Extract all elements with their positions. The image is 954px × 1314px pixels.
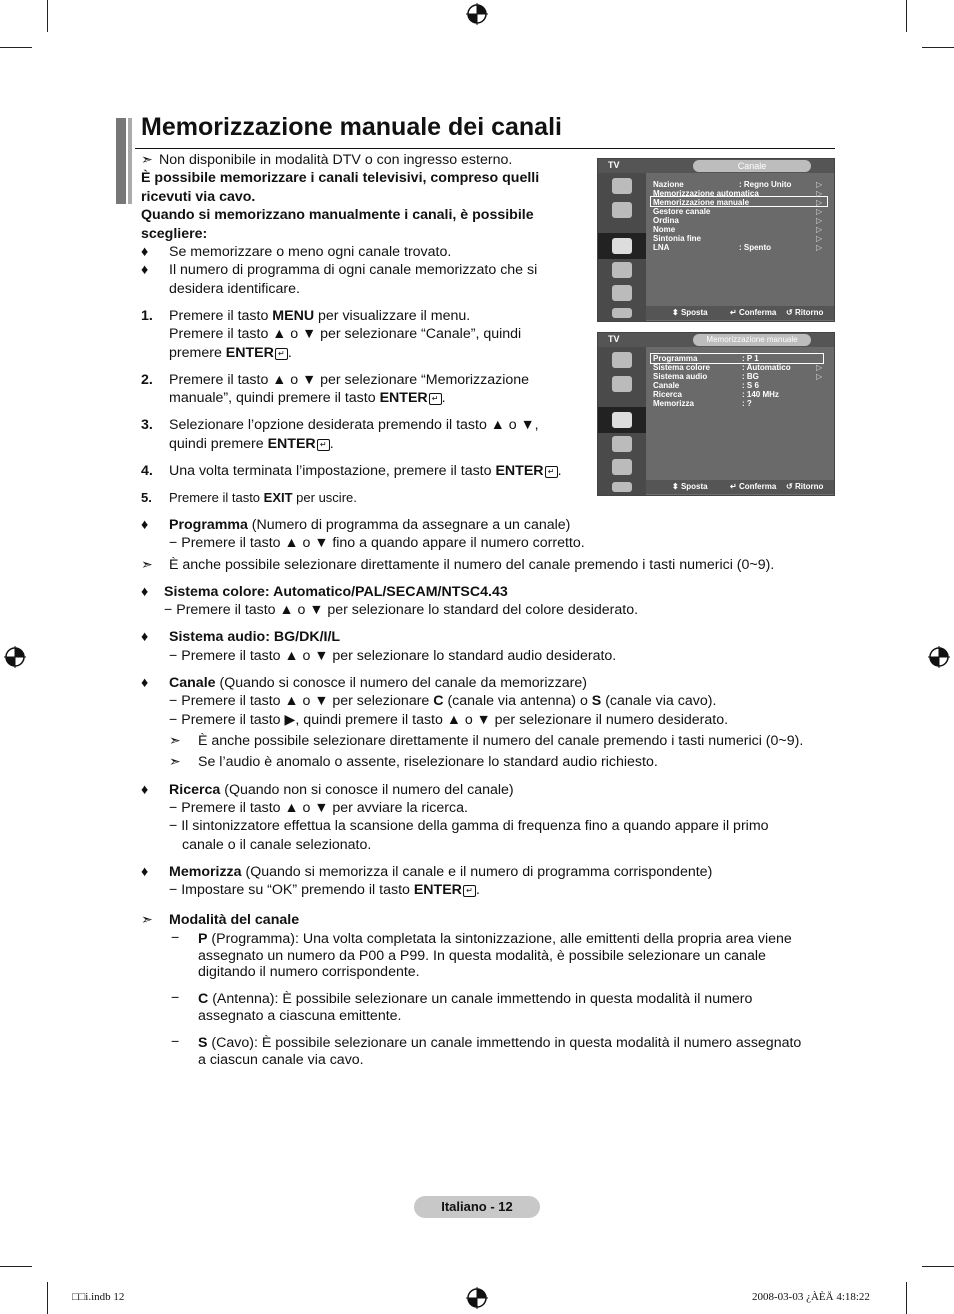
page-title: Memorizzazione manuale dei canali bbox=[141, 113, 562, 141]
osd-return-hint: ↺ Ritorno bbox=[786, 482, 824, 491]
option-programma: Programma (Numero di programma da assegnare a un canale) bbox=[169, 517, 571, 533]
step-text: Selezionare l’opzione desiderata premendo il tasto ▲ o ▼, bbox=[169, 417, 539, 433]
enter-icon: ↵ bbox=[275, 348, 288, 360]
osd-item[interactable]: Memorizzazione automatica bbox=[653, 189, 759, 198]
osd-channel-icon bbox=[612, 412, 632, 428]
osd-item[interactable]: Ordina bbox=[653, 216, 679, 225]
osd-item-selected[interactable]: Memorizzazione manuale bbox=[653, 198, 750, 207]
option-line: − Impostare su “OK” premendo il tasto ENTER ↵ . bbox=[169, 882, 480, 898]
dash: − bbox=[171, 990, 180, 1006]
bullet-symbol: ♦ bbox=[141, 629, 149, 645]
osd-sidebar bbox=[598, 347, 646, 495]
osd-menu-canale bbox=[597, 158, 835, 322]
osd-item[interactable]: LNA : Spento bbox=[653, 243, 771, 252]
option-line: − Premere il tasto ▲ o ▼ per avviare la ricerca. bbox=[169, 800, 468, 816]
option-sistema-audio: Sistema audio: BG/DK/I/L bbox=[169, 629, 341, 645]
osd-arrow-icon: ▷ bbox=[816, 180, 823, 189]
option-note: ➣ È anche possibile selezionare direttamente il numero del canale premendo i tasti numerici (0~9). bbox=[169, 733, 804, 749]
osd-setup-icon bbox=[612, 436, 632, 452]
osd-item[interactable]: Sintonia fine bbox=[653, 234, 701, 243]
crop-mark bbox=[0, 47, 32, 48]
osd-setup-icon bbox=[612, 262, 632, 278]
osd-channel-icon bbox=[612, 238, 632, 254]
intro-bold: Quando si memorizzano manualmente i canali, è possibile bbox=[141, 207, 534, 223]
option-line: − Premere il tasto ▲ o ▼ per selezionare lo standard audio desiderato. bbox=[169, 648, 617, 664]
osd-list bbox=[646, 347, 834, 481]
option-line: canale o il canale selezionato. bbox=[182, 837, 372, 853]
registration-mark-icon bbox=[466, 1287, 488, 1309]
osd-arrow-icon: ▷ bbox=[816, 198, 823, 207]
option-canale: Canale (Quando si conosce il numero del canale da memorizzare) bbox=[169, 675, 587, 691]
osd-sound-icon bbox=[612, 202, 632, 218]
enter-icon: ↵ bbox=[429, 393, 442, 405]
option-sistema-colore: Sistema colore: Automatico/PAL/SECAM/NTSC4.43 bbox=[164, 584, 508, 600]
osd-tv-label: TV bbox=[608, 160, 620, 170]
option-line: − Il sintonizzatore effettua la scansione della gamma di frequenza fino a quando appare il primo bbox=[169, 818, 769, 834]
note-arrow-icon: ➣ bbox=[141, 912, 153, 928]
mode-s: a ciascun canale via cavo. bbox=[198, 1052, 364, 1068]
bullet-symbol: ♦ bbox=[141, 864, 149, 880]
intro-bullet: Il numero di programma di ogni canale memorizzato che si bbox=[169, 262, 538, 278]
mode-s: S (Cavo): È possibile selezionare un canale immettendo in questa modalità il numero assegnato bbox=[198, 1035, 802, 1051]
osd-arrow-icon: ▷ bbox=[816, 225, 823, 234]
osd-arrow-icon: ▷ bbox=[816, 363, 823, 372]
osd-input-icon bbox=[612, 285, 632, 301]
osd-arrow-icon: ▷ bbox=[816, 216, 823, 225]
page-number-badge: Italiano - 12 bbox=[414, 1196, 540, 1218]
osd-arrow-icon: ▷ bbox=[816, 372, 823, 381]
option-ricerca: Ricerca (Quando non si conosce il numero del canale) bbox=[169, 782, 514, 798]
osd-sound-icon bbox=[612, 376, 632, 392]
step-number: 2. bbox=[141, 372, 153, 388]
mode-note-icon bbox=[141, 911, 159, 929]
bullet-symbol: ♦ bbox=[141, 782, 149, 798]
registration-mark-icon bbox=[928, 646, 950, 668]
osd-item[interactable]: Gestore canale bbox=[653, 207, 711, 216]
osd-confirm-hint: ↵ Conferma bbox=[730, 482, 777, 491]
step-number: 1. bbox=[141, 308, 153, 324]
osd-tab: Canale bbox=[693, 160, 811, 172]
option-line: − Premere il tasto ▲ o ▼ fino a quando appare il numero corretto. bbox=[169, 535, 585, 551]
osd-item[interactable]: Nazione : Regno Unito bbox=[653, 180, 792, 189]
crop-mark bbox=[0, 1266, 32, 1267]
note-arrow-icon: ➣ bbox=[141, 557, 153, 573]
osd-item[interactable]: Canale : S 6 bbox=[653, 381, 759, 390]
bullet-symbol: ♦ bbox=[141, 262, 149, 278]
slug-left: □□i.indb 12 bbox=[72, 1291, 125, 1303]
mode-c: C (Antenna): È possibile selezionare un canale immettendo in questa modalità il numero bbox=[198, 991, 753, 1007]
mode-p: P (Programma): Una volta completata la sintonizzazione, alle emittenti della propria area viene bbox=[198, 931, 792, 947]
step-number: 3. bbox=[141, 417, 153, 433]
osd-footer bbox=[646, 306, 834, 320]
note-arrow-icon: ➣ bbox=[169, 754, 181, 770]
mode-p: digitando il numero corrispondente. bbox=[198, 964, 420, 980]
option-memorizza: Memorizza (Quando si memorizza il canale e il numero di programma corrispondente) bbox=[169, 864, 713, 880]
registration-mark-icon bbox=[4, 646, 26, 668]
osd-item[interactable]: Memorizza : ? bbox=[653, 399, 752, 408]
step-text: manuale”, quindi premere il tasto ENTER ↵ . bbox=[169, 390, 446, 406]
note-arrow-icon: ➣ bbox=[169, 733, 181, 749]
osd-arrow-icon: ▷ bbox=[816, 243, 823, 252]
step-text: Premere il tasto EXIT per uscire. bbox=[169, 490, 357, 505]
osd-return-hint: ↺ Ritorno bbox=[786, 308, 824, 317]
intro-note: ➣ Non disponibile in modalità DTV o con ingresso esterno. bbox=[141, 152, 513, 168]
enter-icon: ↵ bbox=[545, 466, 558, 478]
osd-input-icon bbox=[612, 459, 632, 475]
osd-arrow-icon: ▷ bbox=[816, 234, 823, 243]
step-number: 4. bbox=[141, 463, 153, 479]
title-accent-bar bbox=[116, 118, 126, 204]
mode-p: assegnato un numero da P00 a P99. In questa modalità, è possibile selezionare un canale bbox=[198, 948, 766, 964]
crop-mark bbox=[922, 1266, 954, 1267]
osd-menu-memorizzazione-manuale bbox=[597, 332, 835, 496]
osd-picture-icon bbox=[612, 178, 632, 194]
crop-mark bbox=[47, 1282, 48, 1314]
osd-item[interactable]: Sistema audio : BG bbox=[653, 372, 759, 381]
option-note: ➣ È anche possibile selezionare direttamente il numero del canale premendo i tasti numerici (0~9). bbox=[141, 557, 775, 573]
crop-mark bbox=[906, 1282, 907, 1314]
osd-item-selected[interactable]: Programma : P 1 bbox=[653, 354, 759, 363]
enter-icon: ↵ bbox=[317, 439, 330, 451]
option-line: − Premere il tasto ▲ o ▼ per selezionare lo standard del colore desiderato. bbox=[164, 602, 639, 618]
option-line: − Premere il tasto ▲ o ▼ per selezionare C (canale via antenna) o S (canale via cavo). bbox=[169, 693, 717, 709]
osd-list bbox=[646, 173, 834, 307]
intro-bullet: Se memorizzare o meno ogni canale trovato. bbox=[169, 244, 452, 260]
osd-application-icon bbox=[612, 308, 632, 318]
note-arrow-icon: ➣ bbox=[141, 152, 153, 168]
enter-icon: ↵ bbox=[463, 885, 476, 897]
mode-heading: Modalità del canale bbox=[169, 912, 300, 928]
intro-bold: scegliere: bbox=[141, 226, 208, 242]
step-text: premere ENTER ↵ . bbox=[169, 345, 292, 361]
osd-sidebar bbox=[598, 173, 646, 321]
osd-item[interactable]: Nome bbox=[653, 225, 676, 234]
title-rule bbox=[135, 148, 835, 149]
osd-tv-label: TV bbox=[608, 334, 620, 344]
osd-picture-icon bbox=[612, 352, 632, 368]
osd-arrow-icon: ▷ bbox=[816, 189, 823, 198]
mode-c: assegnato a ciascuna emittente. bbox=[198, 1008, 402, 1024]
intro-bold: ricevuti via cavo. bbox=[141, 189, 256, 205]
slug-right: 2008-03-03 ¿ÀÈÄ 4:18:22 bbox=[752, 1291, 870, 1303]
crop-mark bbox=[906, 0, 907, 32]
bullet-symbol: ♦ bbox=[141, 517, 149, 533]
step-number: 5. bbox=[141, 490, 152, 505]
option-line: − Premere il tasto ▶, quindi premere il tasto ▲ o ▼ per selezionare il numero desiderato. bbox=[169, 712, 729, 728]
crop-mark bbox=[922, 47, 954, 48]
osd-footer bbox=[646, 480, 834, 494]
step-text: Una volta terminata l’impostazione, premere il tasto ENTER ↵ . bbox=[169, 463, 562, 479]
step-text: Premere il tasto MENU per visualizzare il menu. bbox=[169, 308, 471, 324]
step-text: quindi premere ENTER ↵ . bbox=[169, 436, 334, 452]
bullet-symbol: ♦ bbox=[141, 584, 149, 600]
bullet-symbol: ♦ bbox=[141, 244, 149, 260]
bullet-symbol: ♦ bbox=[141, 675, 149, 691]
osd-move-hint: ⬍ Sposta bbox=[672, 308, 708, 317]
osd-item[interactable]: Sistema colore : Automatico bbox=[653, 363, 791, 372]
osd-confirm-hint: ↵ Conferma bbox=[730, 308, 777, 317]
osd-tab: Memorizzazione manuale bbox=[693, 334, 811, 346]
step-text: Premere il tasto ▲ o ▼ per selezionare “Memorizzazione bbox=[169, 372, 530, 388]
intro-bold: È possibile memorizzare i canali televisivi, compreso quelli bbox=[141, 170, 540, 186]
crop-mark bbox=[47, 0, 48, 32]
intro-bullet: desidera identificare. bbox=[169, 281, 300, 297]
title-accent-bar bbox=[128, 118, 132, 204]
osd-arrow-icon: ▷ bbox=[816, 207, 823, 216]
registration-mark-icon bbox=[466, 3, 488, 25]
osd-move-hint: ⬍ Sposta bbox=[672, 482, 708, 491]
dash: − bbox=[171, 1034, 180, 1050]
dash: − bbox=[171, 930, 180, 946]
step-text: Premere il tasto ▲ o ▼ per selezionare “Canale”, quindi bbox=[169, 326, 522, 342]
option-note: ➣ Se l’audio è anomalo o assente, riselezionare lo standard audio richiesto. bbox=[169, 754, 658, 770]
osd-application-icon bbox=[612, 482, 632, 492]
osd-item[interactable]: Ricerca : 140 MHz bbox=[653, 390, 779, 399]
